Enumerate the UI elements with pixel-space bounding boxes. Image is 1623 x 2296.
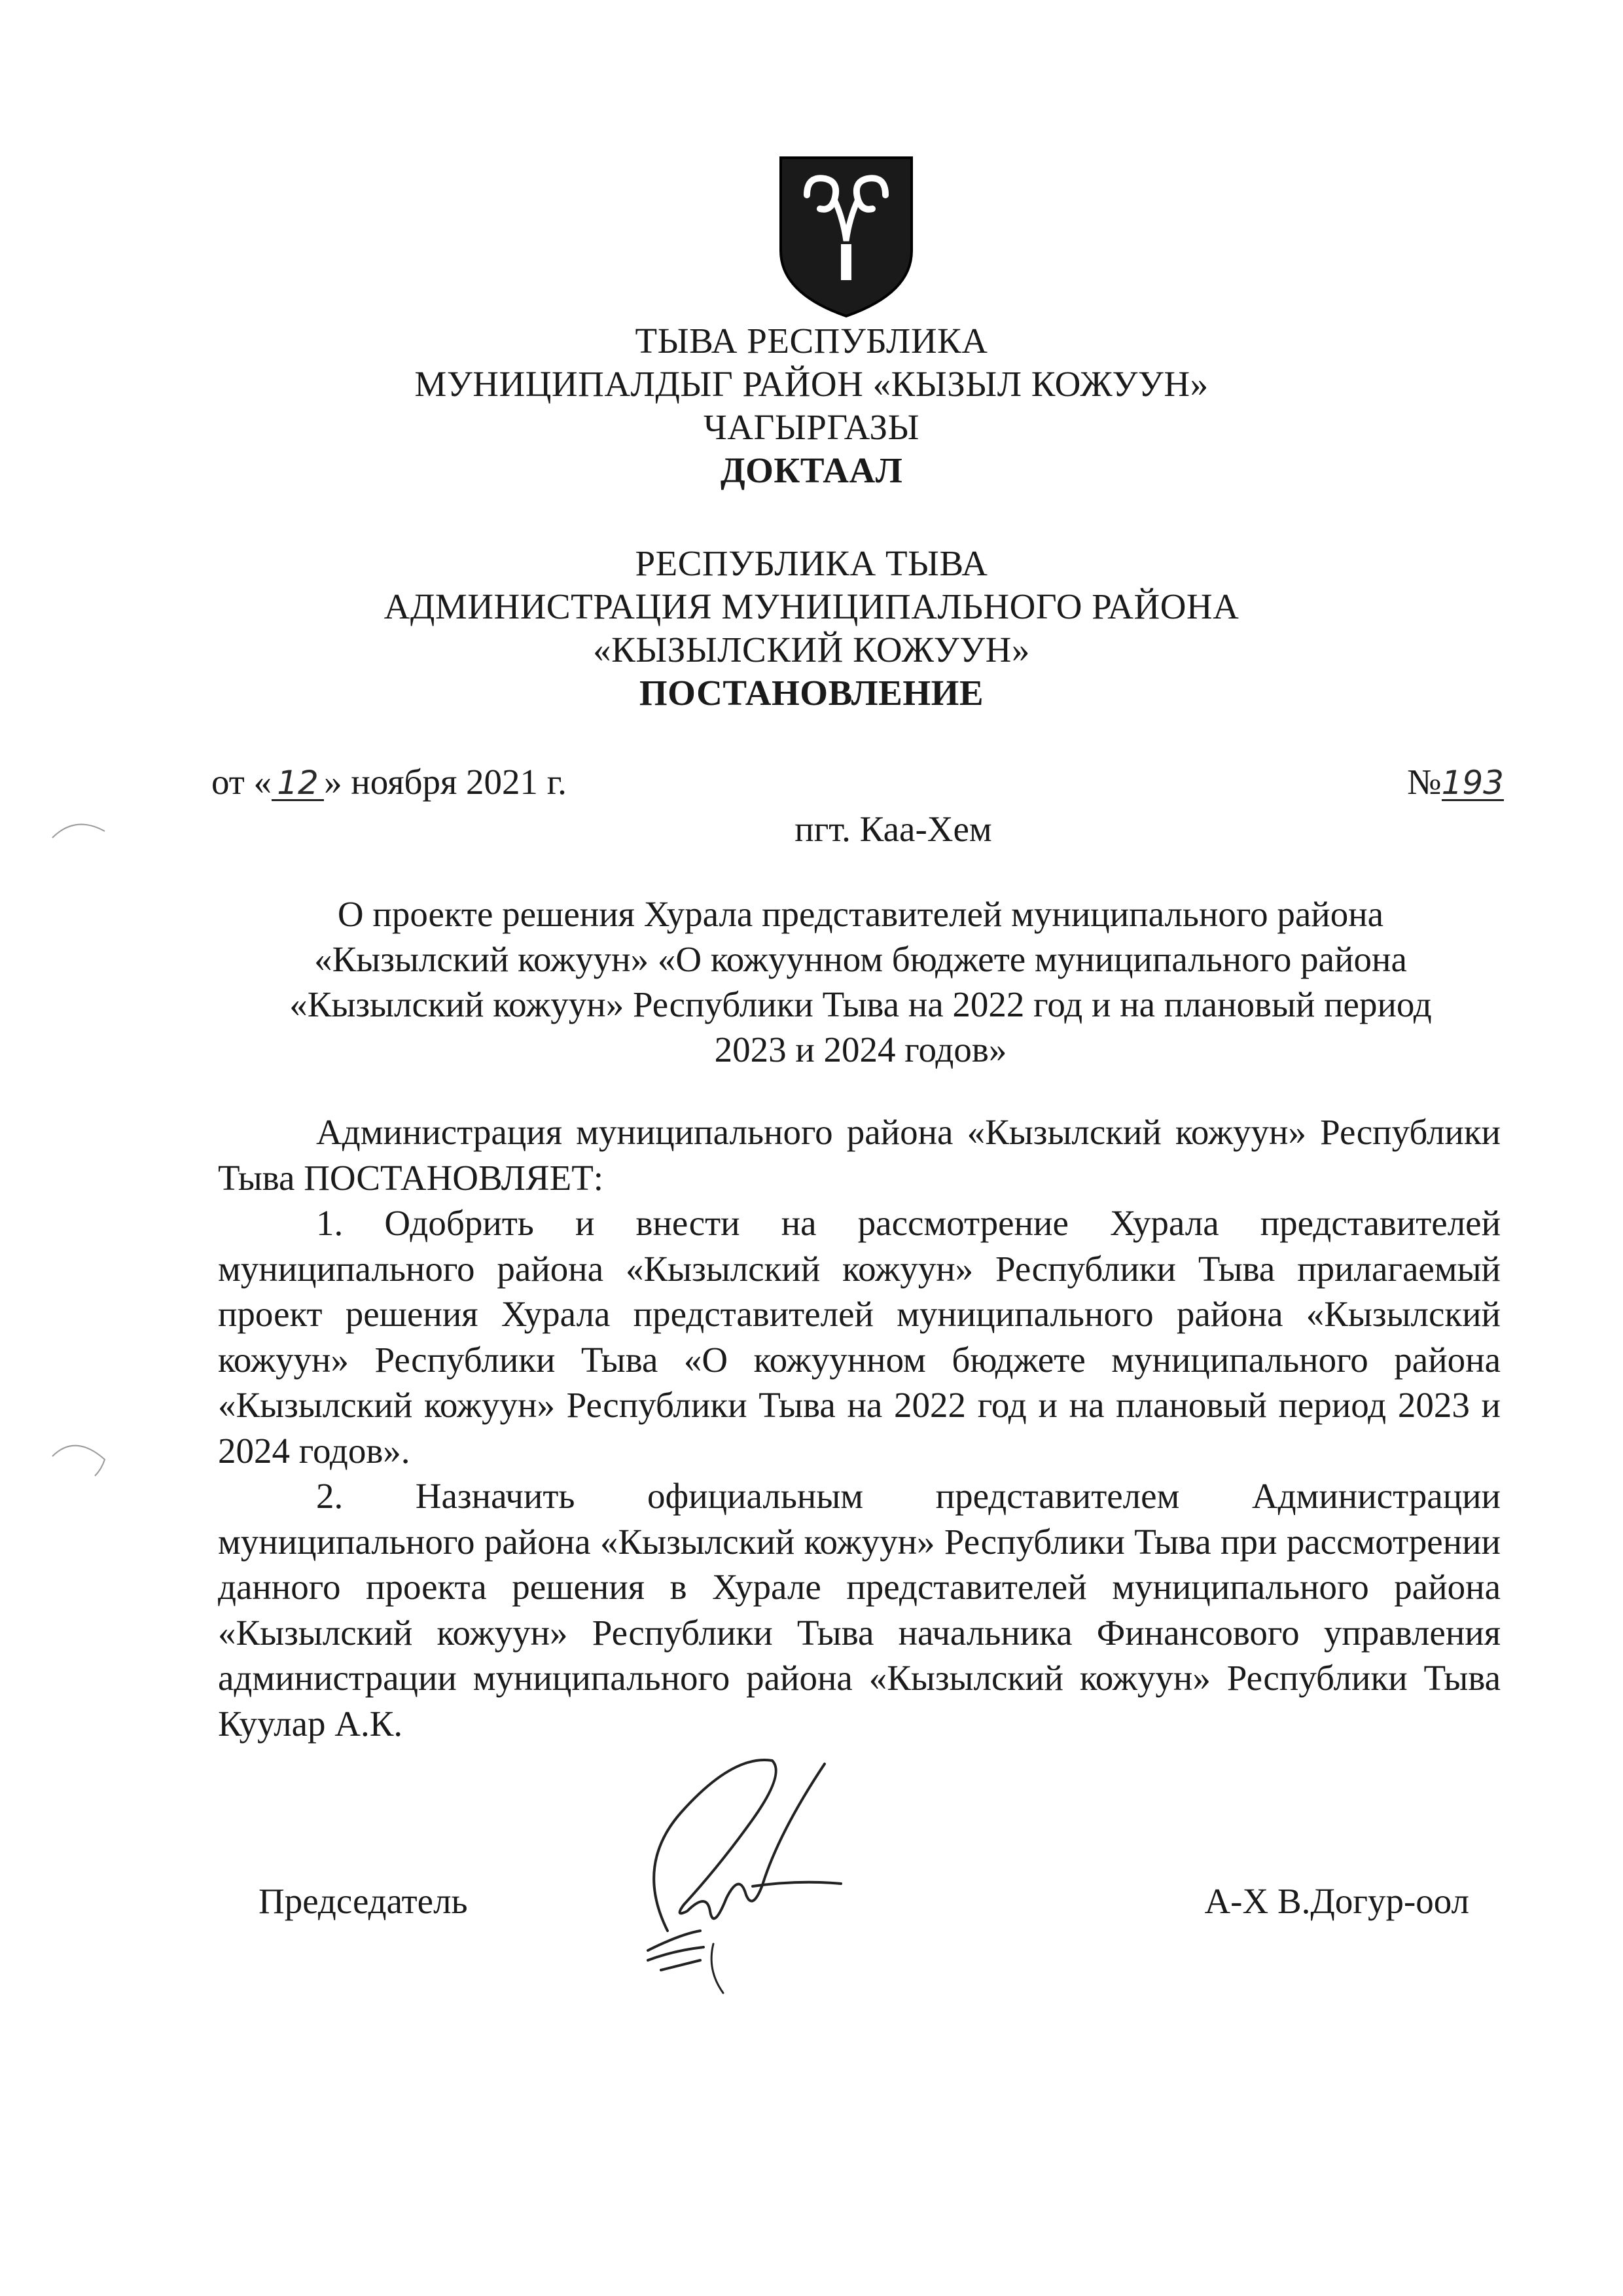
document-body xyxy=(218,1109,1501,1746)
title-line4: 2023 и 2024 годов» xyxy=(714,1030,1007,1069)
header-ru xyxy=(0,542,1623,715)
coat-of-arms-icon xyxy=(774,152,918,319)
header-ru-line3: «КЫЗЫЛСКИЙ КОЖУУН» xyxy=(593,630,1030,670)
number-prefix: № xyxy=(1407,762,1442,802)
body-item-1: 1. Одобрить и внести на рассмотрение Хурала представителей муниципального района «Кызылский кожуун» Республики Тыва прилагаемый проект решения Хурала представителей муниципального района «Кызылский кожуун» Республики Тыва «О кожуунном бюджете муниципального района «Кызылский кожуун» Республики Тыва на 2022 год и на плановый период 2023 и 2024 годов». xyxy=(218,1203,1501,1471)
header-tyva-line2: МУНИЦИПАЛДЫГ РАЙОН «КЫЗЫЛ КОЖУУН» xyxy=(414,364,1209,404)
header-tyva-line3: ЧАГЫРГАЗЫ xyxy=(704,407,919,447)
header-tyva-doc-type: ДОКТААЛ xyxy=(720,450,903,490)
signatory-position: Председатель xyxy=(259,1881,468,1921)
header-ru-doc-type: ПОСТАНОВЛЕНИЕ xyxy=(639,673,984,713)
signature-row xyxy=(259,1878,1469,1924)
date-suffix: » ноября 2021 г. xyxy=(324,762,567,802)
header-tyva xyxy=(0,319,1623,492)
title-line3: «Кызылский кожуун» Республики Тыва на 2022 год и на плановый период xyxy=(289,984,1432,1024)
body-item-2: 2. Назначить официальным представителем Администрации муниципального района «Кызылский кожуун» Республики Тыва при рассмотрении данного проекта решения в Хурале представителей муниципального района «Кызылский кожуун» Республики Тыва начальника Финансового управления администрации муниципального района «Кызылский кожуун» Республики Тыва Куулар А.К. xyxy=(218,1476,1501,1744)
document-number xyxy=(1407,759,1504,805)
document-title xyxy=(223,891,1499,1072)
date-day: 12 xyxy=(272,766,324,801)
signatory-name: А-Х В.Догур-оол xyxy=(1204,1881,1469,1921)
number-value: 193 xyxy=(1441,764,1504,802)
document-date xyxy=(211,759,567,805)
punch-hole-mark xyxy=(49,815,108,841)
title-line2: «Кызылский кожуун» «О кожуунном бюджете муниципального района xyxy=(314,939,1407,979)
place-of-issue: пгт. Каа-Хем xyxy=(794,809,992,849)
punch-hole-mark xyxy=(49,1433,108,1479)
header-ru-line1: РЕСПУБЛИКА ТЫВА xyxy=(635,543,988,583)
date-prefix: от « xyxy=(211,762,272,802)
title-line1: О проекте решения Хурала представителей муниципального района xyxy=(337,894,1384,934)
date-number-row xyxy=(211,759,1504,805)
handwritten-signature xyxy=(622,1734,897,2009)
header-ru-line2: АДМИНИСТРАЦИЯ МУНИЦИПАЛЬНОГО РАЙОНА xyxy=(383,586,1240,626)
header-tyva-line1: ТЫВА РЕСПУБЛИКА xyxy=(635,321,988,361)
body-intro: Администрация муниципального района «Кызылский кожуун» Республики Тыва ПОСТАНОВЛЯЕТ: xyxy=(218,1112,1501,1198)
